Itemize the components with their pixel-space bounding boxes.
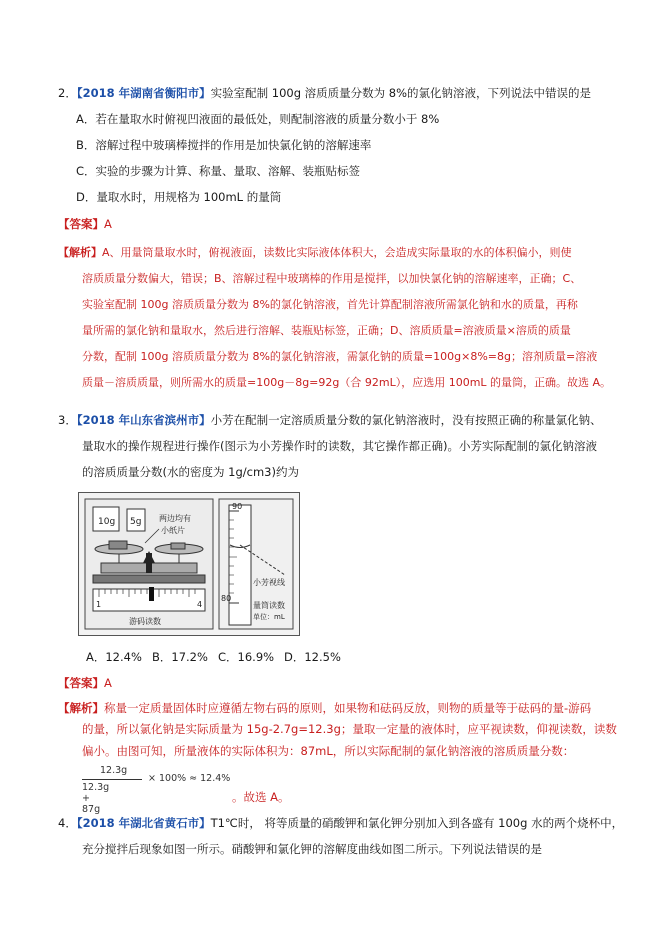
q3-answer xyxy=(58,674,112,692)
q3-option-a: A．12.4% xyxy=(86,650,142,664)
q3-analysis-text-1: 称量一定质量固体时应遵循左物右码的原则，如果物和砝码反放，则物的质量等于砝码的量-游码 xyxy=(104,701,592,715)
q3-analysis-line-3: 偏小。由图可知，所量液体的实际体积为：87mL，所以实际配制的氯化钠溶液的溶质质量分数： xyxy=(82,744,575,758)
q4-stem-line-1 xyxy=(58,814,623,832)
q2-analysis-tag: 【解析】 xyxy=(58,246,102,259)
q3-option-d: D．12.5% xyxy=(284,650,341,664)
q3-stem-line-1 xyxy=(58,411,602,429)
q2-analysis-line-6: 质量－溶质质量，则所需水的质量=100g－8g=92g（合 92mL），应选用 100mL 的量筒，正确。故选 A。 xyxy=(82,376,612,389)
q2-source: 【2018 年湖南省衡阳市】 xyxy=(76,86,211,100)
q2-answer-tag: 【答案】 xyxy=(58,217,104,231)
paper-note-2: 小纸片 xyxy=(161,526,185,535)
cylinder-reading-label: 量筒读数 xyxy=(253,601,285,610)
q3-option-b: B．17.2% xyxy=(152,650,208,664)
q2-option-d: D．量取水时，用规格为 100mL 的量筒 xyxy=(76,190,282,204)
rider xyxy=(149,587,154,601)
cylinder-unit-label: 单位：mL xyxy=(253,613,285,621)
weight-5g-label: 5g xyxy=(130,517,142,527)
fraction-denominator: 12.3g + 87g xyxy=(82,782,110,815)
q3-stem-line-3: 的溶质质量分数(水的密度为 1g/cm3)约为 xyxy=(82,465,299,479)
q3-number: 3． xyxy=(58,413,77,427)
balance-base xyxy=(93,575,205,583)
q4-source: 【2018 年湖北省黄石市】 xyxy=(76,816,211,830)
q4-number: 4． xyxy=(58,816,77,830)
q3-analysis-line-1 xyxy=(58,699,591,717)
q2-option-a: A．若在量取水时俯视凹液面的最低处，则配制溶液的质量分数小于 8% xyxy=(76,112,440,126)
q3-figure xyxy=(78,492,300,636)
cylinder-90-label: 90 xyxy=(232,502,243,511)
q2-analysis-line-5: 分数，配制 100g 溶质质量分数为 8%的氯化钠溶液，需氯化钠的质量=100g×8%=8g；溶剂质量=溶液 xyxy=(82,350,598,363)
q3-answer-tag: 【答案】 xyxy=(58,676,104,690)
q2-analysis-line-1 xyxy=(58,244,572,262)
right-pan-sample xyxy=(171,543,185,549)
q2-option-b: B．溶解过程中玻璃棒搅拌的作用是加快氯化钠的溶解速率 xyxy=(76,138,372,152)
weight-10g-label: 10g xyxy=(98,517,116,527)
q3-option-c: C．16.9% xyxy=(218,650,275,664)
graduated-cylinder xyxy=(229,505,251,625)
paper-note-1: 两边均有 xyxy=(159,514,191,523)
q2-analysis-line-2: 溶质质量分数偏大，错误；B、溶解过程中玻璃棒的作用是搅拌，以加快氯化钠的溶解速率，正确；C、 xyxy=(82,272,582,285)
q2-number: 2． xyxy=(58,86,77,100)
q2-stem-text: 实验室配制 100g 溶质质量分数为 8%的氯化钠溶液，下列说法中错误的是 xyxy=(210,86,592,100)
q2-stem xyxy=(58,84,591,102)
q3-conclusion: 。故选 A。 xyxy=(232,790,290,804)
q3-source: 【2018 年山东省滨州市】 xyxy=(76,413,211,427)
q3-answer-value: A xyxy=(104,676,112,690)
q4-stem-line-2: 充分搅拌后现象如图一所示。硝酸钾和氯化钾的溶解度曲线如图二所示。下列说法错误的是 xyxy=(82,842,542,856)
fraction-bar xyxy=(82,779,142,780)
fraction-result: × 100% ≈ 12.4% xyxy=(148,773,231,784)
fraction-numerator: 12.3g xyxy=(100,765,128,776)
q3-analysis-tag: 【解析】 xyxy=(58,701,104,715)
balance-center xyxy=(146,553,152,573)
q3-figure-drawing xyxy=(79,493,299,635)
cylinder-80-label: 80 xyxy=(221,594,232,603)
q2-analysis-text-1: A、用量筒量取水时，俯视液面，读数比实际液体体积大，会造成实际量取的水的体积偏小，则使 xyxy=(102,246,572,259)
sight-label: 小芳视线 xyxy=(253,578,285,587)
rider-scale-label: 游码读数 xyxy=(129,617,161,626)
q2-option-c: C．实验的步骤为计算、称量、量取、溶解、装瓶贴标签 xyxy=(76,164,361,178)
left-pan-weight xyxy=(109,541,127,549)
q3-stem-line-2: 量取水的操作规程进行操作(图示为小芳操作时的读数，其它操作都正确)。小芳实际配制的氯化钠溶液 xyxy=(82,439,597,453)
q4-stem-text-1: T1℃时， 将等质量的硝酸钾和氯化钾分别加入到各盛有 100g 水的两个烧杯中， xyxy=(210,816,624,830)
q3-analysis-line-2: 的量，所以氯化钠是实际质量为 15g-2.7g=12.3g；量取一定量的液体时，应平视读数，仰视读数，读数 xyxy=(82,722,617,736)
q2-answer-value: A xyxy=(104,217,112,231)
q2-analysis-line-4: 量所需的氯化钠和量取水，然后进行溶解、装瓶贴标签，正确；D、溶质质量=溶液质量×溶质的质量 xyxy=(82,324,571,337)
q2-analysis-line-3: 实验室配制 100g 溶质质量分数为 8%的氯化钠溶液，首先计算配制溶液所需氯化钠和水的质量，再称 xyxy=(82,298,578,311)
rider-scale-left-number: 1 xyxy=(96,600,102,609)
q2-answer xyxy=(58,215,112,233)
q3-stem-text-1: 小芳在配制一定溶质质量分数的氯化钠溶液时，没有按照正确的称量氯化钠、 xyxy=(210,413,602,427)
rider-scale-right-number: 4 xyxy=(197,600,203,609)
